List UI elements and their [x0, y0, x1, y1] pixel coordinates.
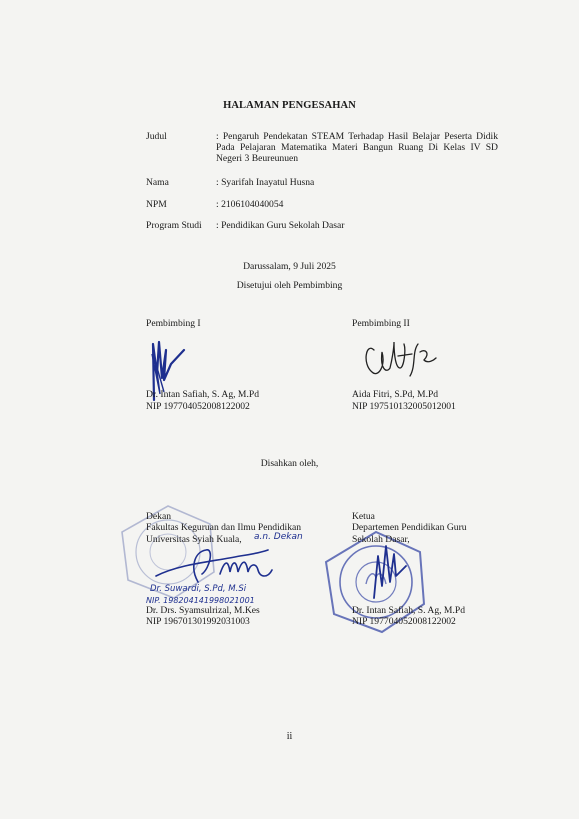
info-table	[146, 131, 498, 231]
head-nip: NIP 197704052008122002	[352, 616, 456, 627]
dean-name: Dr. Drs. Syamsulrizal, M.Kes	[146, 605, 260, 616]
advisor2-nip: NIP 197510132005012001	[352, 401, 456, 412]
ratified-by: Disahkan oleh,	[260, 458, 319, 469]
field-row-name	[146, 177, 498, 199]
field-row-npm	[146, 199, 498, 220]
field-value: : Pendidikan Guru Sekolah Dasar	[216, 220, 345, 231]
dean-role: Dekan	[146, 511, 172, 522]
field-label: Nama	[146, 177, 169, 188]
field-value: : 2106104040054	[216, 199, 284, 210]
head-role: Ketua	[352, 511, 375, 522]
advisor1-name: Dr. Intan Safiah, S. Ag, M.Pd	[146, 389, 259, 400]
field-label: Judul	[146, 131, 167, 142]
advisor1-nip: NIP 197704052008122002	[146, 401, 250, 412]
dean-handwritten-delegation: a.n. Dekan	[254, 532, 303, 542]
field-label: NPM	[146, 199, 167, 210]
advisor1-role: Pembimbing I	[146, 318, 201, 329]
field-value: : Pengaruh Pendekatan STEAM Terhadap Hasil Belajar Peserta Didik Pada Pelajaran Matematika Materi Bangun Ruang Di Kelas IV SD Negeri 3 Beureunuen	[216, 131, 498, 164]
field-row-program	[146, 220, 498, 231]
head-unit1: Departemen Pendidikan Guru	[352, 522, 467, 533]
approved-by: Disetujui oleh Pembimbing	[236, 280, 343, 291]
page-number: ii	[286, 731, 293, 742]
dean-nip: NIP 196701301992031003	[146, 616, 250, 627]
head-name: Dr. Intan Safiah, S. Ag, M.Pd	[352, 605, 465, 616]
field-label: Program Studi	[146, 220, 202, 231]
field-row-title	[146, 131, 498, 177]
advisor2-role: Pembimbing II	[352, 318, 410, 329]
head-unit2: Sekolah Dasar,	[352, 534, 410, 545]
dean-unit1: Fakultas Keguruan dan Ilmu Pendidikan	[146, 522, 302, 533]
advisor2-name: Aida Fitri, S.Pd, M.Pd	[352, 389, 439, 400]
dean-unit2: Universitas Syiah Kuala,	[146, 534, 242, 545]
field-value: : Syarifah Inayatul Husna	[216, 177, 315, 188]
page-title: HALAMAN PENGESAHAN	[223, 100, 356, 111]
dean-handwritten-nip: NIP. 198204141998021001	[146, 596, 255, 605]
head-signature	[360, 536, 420, 606]
advisor2-signature	[360, 338, 440, 388]
dean-handwritten-name: Dr. Suwardi, S.Pd, M.Si	[150, 584, 247, 594]
place-date: Darussalam, 9 Juli 2025	[243, 261, 336, 272]
